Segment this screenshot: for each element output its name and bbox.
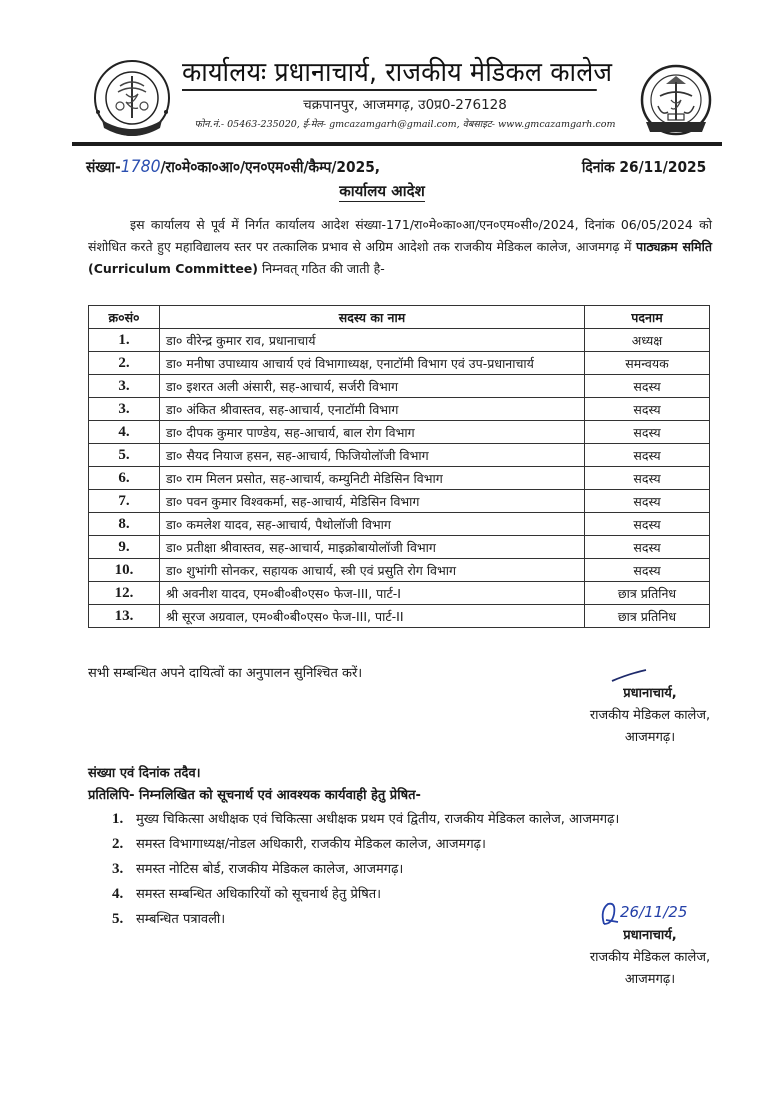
serial-number-cell: 10.	[89, 559, 160, 582]
copy-item-text: समस्त विभागाध्यक्ष/नोडल अधिकारी, राजकीय मेडिकल कालेज, आजमगढ़।	[136, 837, 486, 852]
copy-recipient-item	[112, 882, 619, 907]
member-name-cell: डा० इशरत अली अंसारी, सह-आचार्य, सर्जरी विभाग	[160, 375, 585, 398]
serial-number-cell: 12.	[89, 582, 160, 605]
table-row	[89, 513, 710, 536]
designation-cell: सदस्य	[585, 375, 710, 398]
order-date: दिनांक 26/11/2025	[581, 158, 706, 176]
reference-suffix: /रा०मे०का०आ०/एन०एम०सी/कैम्प/2025,	[160, 158, 381, 176]
designation-cell: छात्र प्रतिनिध	[585, 605, 710, 628]
body-text-part1: इस कार्यालय से पूर्व में निर्गत कार्यालय आदेश संख्या-171/रा०मे०का०आ/एन०एम०सी०/2024, दिनांक 06/05/2024 को संशोधित करते हुए महाविद्यालय स्तर पर तत्कालिक प्रभाव से अग्रिम आदेशो तक राजकीय मेडिकल कालेज, आजमगढ़ में	[88, 217, 712, 254]
member-name-cell: डा० कमलेश यादव, सह-आचार्य, पैथोलॉजी विभाग	[160, 513, 585, 536]
member-name-cell: श्री सूरज अग्रवाल, एम०बी०बी०एस० फेज-III, पार्ट-II	[160, 605, 585, 628]
member-name-cell: श्री अवनीश यादव, एम०बी०बी०एस० फेज-III, पार्ट-I	[160, 582, 585, 605]
designation-cell: सदस्य	[585, 490, 710, 513]
principal-signature-block-copy	[540, 925, 760, 991]
table-row	[89, 444, 710, 467]
office-address: चक्रपानपुर, आजमगढ़, उ0प्र0-276128	[303, 97, 507, 113]
table-row	[89, 582, 710, 605]
designation-cell: सदस्य	[585, 398, 710, 421]
member-name-cell: डा० सैयद नियाज हसन, सह-आचार्य, फिजियोलॉजी विभाग	[160, 444, 585, 467]
copy-recipient-item	[112, 857, 619, 882]
copy-to-heading: प्रतिलिपि- निम्नलिखित को सूचनार्थ एवं आवश्यक कार्यवाही हेतु प्रेषित-	[88, 788, 421, 803]
principal-signature-block	[540, 683, 760, 749]
designation-cell: सदस्य	[585, 467, 710, 490]
member-name-cell: डा० वीरेन्द्र कुमार राव, प्रधानाचार्य	[160, 329, 585, 352]
reference-number	[86, 157, 380, 177]
serial-number-cell: 4.	[89, 421, 160, 444]
copy-item-number: 2.	[112, 836, 124, 852]
table-header-row	[89, 306, 710, 329]
member-name-cell: डा० राम मिलन प्रसोत, सह-आचार्य, कम्युनिटी मेडिसिन विभाग	[160, 467, 585, 490]
copy-recipient-item	[112, 807, 619, 832]
signatory-institution: राजकीय मेडिकल कालेज,	[589, 708, 711, 723]
copy-item-number: 5.	[112, 911, 124, 927]
copy-item-text: मुख्य चिकित्सा अधीक्षक एवं चिकित्सा अधीक्षक प्रथम एवं द्वितीय, राजकीय मेडिकल कालेज, आजमगढ़।	[136, 812, 620, 827]
serial-number-cell: 7.	[89, 490, 160, 513]
serial-number-cell: 6.	[89, 467, 160, 490]
signatory-title: प्रधानाचार्य,	[623, 686, 677, 701]
designation-cell: सदस्य	[585, 559, 710, 582]
copy-to-list	[112, 807, 619, 932]
table-row	[89, 398, 710, 421]
designation-cell: छात्र प्रतिनिध	[585, 582, 710, 605]
signatory-location: आजमगढ़।	[624, 730, 676, 745]
table-row	[89, 421, 710, 444]
serial-number-cell: 5.	[89, 444, 160, 467]
office-contact: फोन.नं.- 05463-235020, ई-मेल- gmcazamgarh@gmail.com, वेबसाइट- www.gmcazamgarh.com	[194, 119, 616, 130]
table-row	[89, 605, 710, 628]
reference-prefix: संख्या-	[86, 158, 121, 176]
table-row	[89, 559, 710, 582]
serial-number-cell: 1.	[89, 329, 160, 352]
header-designation: पदनाम	[585, 306, 710, 329]
member-name-cell: डा० शुभांगी सोनकर, सहायक आचार्य, स्त्री एवं प्रसुति रोग विभाग	[160, 559, 585, 582]
designation-cell: समन्वयक	[585, 352, 710, 375]
handwritten-reference-number: 1780	[120, 157, 161, 177]
designation-cell: सदस्य	[585, 444, 710, 467]
member-name-cell: डा० पवन कुमार विश्वकर्मा, सह-आचार्य, मेडिसिन विभाग	[160, 490, 585, 513]
copy-recipient-item	[112, 832, 619, 857]
copy-item-text: समस्त सम्बन्धित अधिकारियों को सूचनार्थ हेतु प्रेषित।	[136, 887, 382, 902]
signature-initial-mark	[598, 900, 622, 928]
serial-number-cell: 3.	[89, 398, 160, 421]
header-serial-number: क्र०सं०	[89, 306, 160, 329]
signatory-institution: राजकीय मेडिकल कालेज,	[589, 950, 711, 965]
signature-mark	[610, 668, 650, 684]
office-title: कार्यालयः प्रधानाचार्य, राजकीय मेडिकल कालेज	[182, 58, 597, 91]
body-text-part2: निम्नवत् गठित की जाती है-	[257, 261, 385, 276]
order-title: कार्यालय आदेश	[339, 182, 425, 200]
serial-number-cell: 2.	[89, 352, 160, 375]
same-reference-note: संख्या एवं दिनांक तदैव।	[88, 766, 201, 781]
serial-number-cell: 8.	[89, 513, 160, 536]
designation-cell: सदस्य	[585, 513, 710, 536]
member-name-cell: डा० प्रतीक्षा श्रीवास्तव, सह-आचार्य, माइक्रोबायोलॉजी विभाग	[160, 536, 585, 559]
serial-number-cell: 9.	[89, 536, 160, 559]
copy-item-number: 3.	[112, 861, 124, 877]
copy-item-text: सम्बन्धित पत्रावली।	[136, 912, 226, 927]
table-row	[89, 352, 710, 375]
table-row	[89, 375, 710, 398]
committee-name: पाठ्यक्रम समिति (Curriculum Committee)	[88, 239, 713, 276]
serial-number-cell: 3.	[89, 375, 160, 398]
compliance-instruction: सभी सम्बन्धित अपने दायित्वों का अनुपालन सुनिश्चित करें।	[88, 666, 363, 681]
table-row	[89, 329, 710, 352]
designation-cell: अध्यक्ष	[585, 329, 710, 352]
member-name-cell: डा० दीपक कुमार पाण्डेय, सह-आचार्य, बाल रोग विभाग	[160, 421, 585, 444]
college-emblem-left-logo	[90, 58, 174, 142]
signatory-location: आजमगढ़।	[624, 972, 676, 987]
copy-item-number: 4.	[112, 886, 124, 902]
committee-members-table	[88, 305, 710, 628]
copy-item-text: समस्त नोटिस बोर्ड, राजकीय मेडिकल कालेज, आजमगढ़।	[136, 862, 404, 877]
table-row	[89, 490, 710, 513]
copy-item-number: 1.	[112, 811, 124, 827]
table-row	[89, 536, 710, 559]
handwritten-signature-date: 26/11/25	[620, 903, 688, 921]
college-emblem-right-logo	[636, 62, 716, 142]
member-name-cell: डा० अंकित श्रीवास्तव, सह-आचार्य, एनाटॉमी विभाग	[160, 398, 585, 421]
order-body-paragraph	[88, 214, 712, 280]
header-divider	[72, 142, 722, 146]
designation-cell: सदस्य	[585, 536, 710, 559]
serial-number-cell: 13.	[89, 605, 160, 628]
header-member-name: सदस्य का नाम	[160, 306, 585, 329]
designation-cell: सदस्य	[585, 421, 710, 444]
signatory-title: प्रधानाचार्य,	[623, 928, 677, 943]
table-row	[89, 467, 710, 490]
member-name-cell: डा० मनीषा उपाध्याय आचार्य एवं विभागाध्यक्ष, एनाटॉमी विभाग एवं उप-प्रधानाचार्य	[160, 352, 585, 375]
